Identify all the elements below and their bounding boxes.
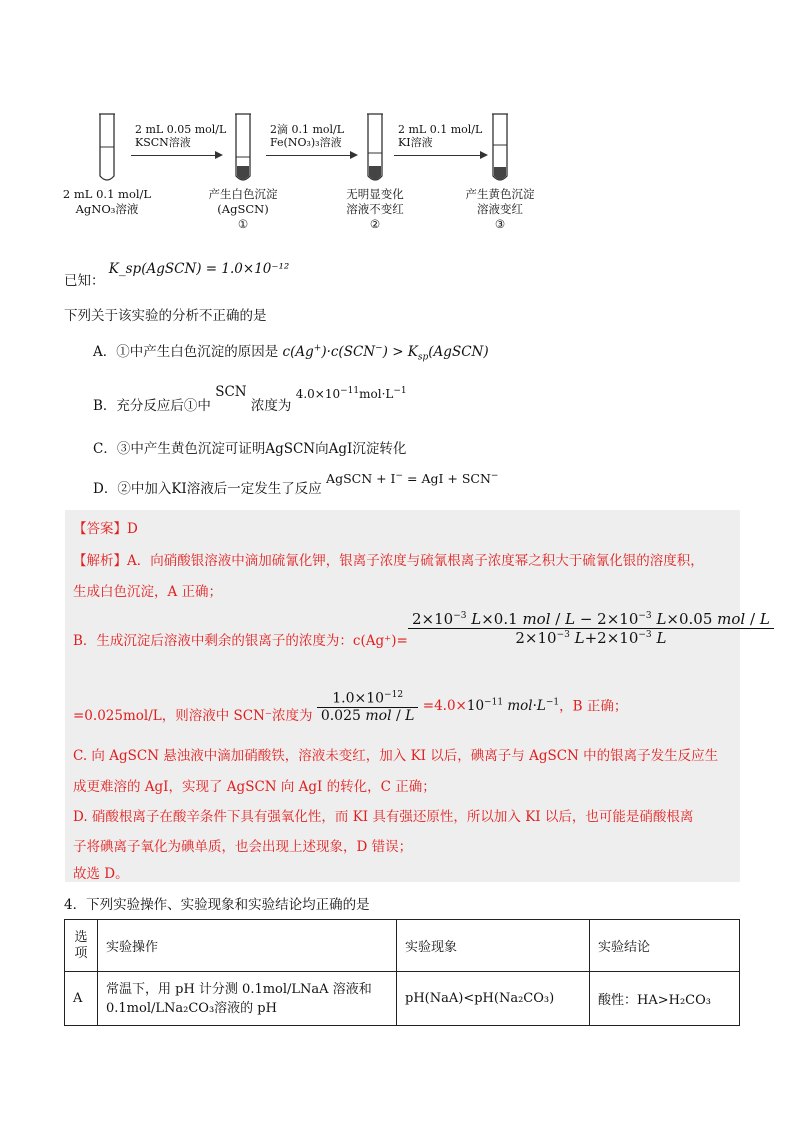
test-tube-2 [366,113,384,185]
analysis-a-line2: 生成白色沉淀，A 正确； [73,584,223,600]
tube-2-label: 无明显变化 溶液不变红 ② [346,187,404,231]
analysis-c-line2: 成更难溶的 AgI，实现了 AgSCN 向 AgI 的转化，C 正确； [73,779,436,795]
known-label: 已知： [64,273,105,289]
option-b-value: $4.0\times 10^{-11}mol\cdot L^{-1}$ [295,386,407,401]
arrow-1-label: 2 mL 0.05 mol/L KSCN溶液 [135,123,227,149]
option-a: A．①中产生白色沉淀的原因是 $c(Ag^+)\cdot c(SCN^-) > K_{sp}(AgSCN)$ [93,343,489,363]
analysis-tag: 【解析】 [73,553,127,569]
q4-table [64,919,740,1026]
option-b: B．充分反应后①中 SCN 浓度为 $4.0\times 10^{-11}mol\cdot L^{-1}$ [93,384,407,414]
arrow-1 [131,155,221,156]
option-b-species: SCN [215,384,247,400]
test-tube-agno3 [98,113,116,185]
header-option: 选项 [65,920,98,972]
tube-3-label: 产生黄色沉淀 溶液变红 ③ [465,187,535,231]
analysis-b-line2: =0.025mol/L，则溶液中 SCN⁻浓度为 $\frac{1.0\times 10^{-12}}{\text{0.025 mol / L}}$ $=4.0\times 10^{-11}$ $mol\cdot L^{-1}$，B 正确； [73,690,628,725]
analysis-b-line1: B．生成沉淀后溶液中剩余的银离子的浓度为：c(Ag⁺)= [73,633,408,649]
row-a-option: A [65,972,98,1026]
row-a-phenomenon: pH(NaA)<pH(Na₂CO₃) [397,972,590,1026]
analysis-a-line1: 【解析】A．向硝酸银溶液中滴加硫氰化钾，银离子浓度与硫氰根离子浓度幂之积大于硫氰化银的溶度积， [73,553,704,569]
tube-0-label: 2 mL 0.1 mol/L AgNO₃溶液 [62,187,152,216]
table-header-row [65,920,740,972]
header-phenomenon: 实验现象 [397,920,590,972]
known-line [64,257,290,289]
analysis-conclusion: 故选 D。 [73,866,129,882]
table-row [65,972,740,1026]
analysis-b-fraction-2: $\frac{1.0\times 10^{-12}}{\text{0.025 mol / L}}$ [317,690,419,724]
analysis-c-line1: C. 向 AgSCN 悬浊液中滴加硝酸铁，溶液未变红，加入 KI 以后，碘离子与 AgSCN 中的银离子发生反应生 [73,748,719,764]
analysis-b-result: $10^{-11}$ $mol\cdot L^{-1}$ [466,697,560,715]
known-formula: K_sp(AgSCN) = 1.0×10⁻¹² [108,261,290,277]
option-c: C．③中产生黄色沉淀可证明AgSCN向AgI沉淀转化 [93,441,407,457]
header-operation: 实验操作 [98,920,397,972]
question-stem: 下列关于该实验的分析不正确的是 [64,308,267,324]
test-tube-3 [491,113,509,185]
option-d-equation: AgSCN + I− = AgI + SCN− [326,470,499,486]
header-conclusion: 实验结论 [590,920,740,972]
q4-title: 4．下列实验操作、实验现象和实验结论均正确的是 [64,897,370,913]
row-a-operation: 常温下，用 pH 计分测 0.1mol/LNaA 溶液和 0.1mol/LNa₂CO₃溶液的 pH [98,972,397,1026]
analysis-d-line1: D. 硝酸根离子在酸辛条件下具有强氧化性，而 KI 具有强还原性，所以加入 KI 以后，也可能是硝酸根离 [73,809,694,825]
analysis-b-fraction-1: $\frac{2\times 10^{-3} L\times 0.1 mol / L - 2\times 10^{-3} L\times 0.05 mol / L}{2\times 10^{-3} L+2\times 10^{-3} L}$ [408,610,774,647]
test-tube-1 [234,113,252,185]
option-d: D．②中加入KI溶液后一定发生了反应 AgSCN + I− = AgI + SCN− [93,470,499,497]
tube-1-label: 产生白色沉淀 (AgSCN) ① [208,187,278,231]
option-a-formula: $c(Ag^+)\cdot c(SCN^-) > K_{sp}(AgSCN)$ [282,343,489,363]
arrow-3-label: 2 mL 0.1 mol/L KI溶液 [398,123,483,149]
analysis-d-line2: 子将碘离子氧化为碘单质，也会出现上述现象，D 错误； [73,839,413,855]
answer-line: 【答案】D [73,521,138,537]
arrow-2-label: 2滴 0.1 mol/L Fe(NO₃)₃溶液 [270,123,345,149]
row-a-conclusion: 酸性：HA>H₂CO₃ [590,972,740,1026]
arrow-2 [266,155,356,156]
arrow-3 [394,155,486,156]
